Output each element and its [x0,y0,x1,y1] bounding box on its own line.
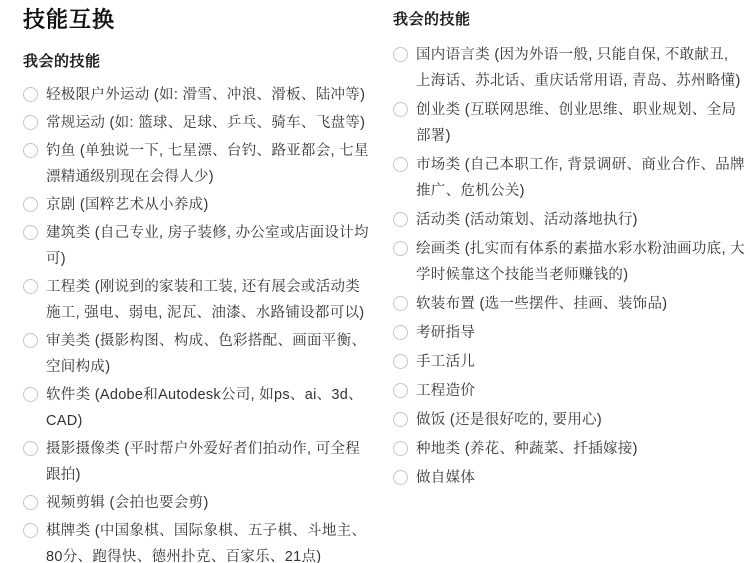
skill-item[interactable] [393,320,745,346]
left-skills-list [23,82,371,563]
skill-item[interactable] [23,110,371,136]
skill-item-label: 工程造价 [416,383,476,399]
skill-item[interactable] [393,97,745,149]
skill-item-label: 审美类 (摄影构图、构成、色彩搭配、画面平衡、空间构成) [46,333,367,375]
skill-item[interactable] [23,490,371,516]
skill-item-label: 软件类 (Adobe和Autodesk公司, 如ps、ai、3d、CAD) [46,387,363,429]
right-column [393,0,745,494]
skill-item[interactable] [393,436,745,462]
skill-item-label: 视频剪辑 (会拍也要会剪) [46,495,209,511]
radio-circle-icon[interactable] [393,102,408,117]
skill-item[interactable] [23,220,371,272]
radio-circle-icon[interactable] [23,523,38,538]
radio-circle-icon[interactable] [393,383,408,398]
skill-item-label: 建筑类 (自己专业, 房子装修, 办公室或店面设计均可) [46,225,369,267]
radio-circle-icon[interactable] [23,333,38,348]
skill-item-label: 棋牌类 (中国象棋、国际象棋、五子棋、斗地主、80分、跑得快、德州扑克、百家乐、21点) [46,523,367,563]
radio-circle-icon[interactable] [393,441,408,456]
skill-item[interactable] [393,465,745,491]
radio-circle-icon[interactable] [393,157,408,172]
skill-item-label: 软装布置 (选一些摆件、挂画、装饰品) [416,296,668,312]
skill-item-label: 钓鱼 (单独说一下, 七星漂、台钓、路亚都会, 七星漂精通级别现在会得人少) [46,143,369,185]
skill-item-label: 摄影摄像类 (平时帮户外爱好者们拍动作, 可全程跟拍) [46,441,361,483]
skill-item[interactable] [23,436,371,488]
radio-circle-icon[interactable] [393,241,408,256]
radio-circle-icon[interactable] [23,115,38,130]
skill-item-label: 京剧 (国粹艺术从小养成) [46,197,209,213]
skill-item-label: 做自媒体 [416,470,476,486]
radio-circle-icon[interactable] [393,354,408,369]
skill-item[interactable] [23,328,371,380]
skill-item[interactable] [393,378,745,404]
skill-item-label: 创业类 (互联网思维、创业思维、职业规划、全局部署) [416,102,737,144]
radio-circle-icon[interactable] [393,325,408,340]
skill-item-label: 活动类 (活动策划、活动落地执行) [416,212,638,228]
skill-item[interactable] [23,82,371,108]
skill-item-label: 手工活儿 [416,354,476,370]
radio-circle-icon[interactable] [23,225,38,240]
radio-circle-icon[interactable] [393,212,408,227]
skill-item[interactable] [393,236,745,288]
radio-circle-icon[interactable] [393,296,408,311]
skill-item[interactable] [393,152,745,204]
right-column-heading: 我会的技能 [393,11,471,28]
skill-item[interactable] [393,291,745,317]
skill-item-label: 绘画类 (扎实而有体系的素描水彩水粉油画功底, 大学时候靠这个技能当老师赚钱的) [416,241,745,283]
radio-circle-icon[interactable] [23,387,38,402]
skill-item-label: 市场类 (自己本职工作, 背景调研、商业合作、品牌推广、危机公关) [416,157,745,199]
skill-item-label: 考研指导 [416,325,476,341]
skill-item-label: 常规运动 (如: 篮球、足球、乒乓、骑车、飞盘等) [46,115,366,131]
radio-circle-icon[interactable] [23,441,38,456]
radio-circle-icon[interactable] [23,495,38,510]
skill-item-label: 工程类 (刚说到的家装和工装, 还有展会或活动类施工, 强电、弱电, 泥瓦、油漆、水路铺设都可以) [46,279,365,321]
skill-item[interactable] [23,274,371,326]
skill-item-label: 做饭 (还是很好吃的, 要用心) [416,412,603,428]
skill-item-label: 种地类 (养花、种蔬菜、扦插嫁接) [416,441,638,457]
radio-circle-icon[interactable] [23,279,38,294]
radio-circle-icon[interactable] [23,143,38,158]
skill-item[interactable] [393,349,745,375]
skill-item-label: 国内语言类 (因为外语一般, 只能自保, 不敢献丑, 上海话、苏北话、重庆话常用语, 青岛、苏州略懂) [416,47,741,89]
skill-item[interactable] [23,192,371,218]
radio-circle-icon[interactable] [393,412,408,427]
skill-item[interactable] [23,138,371,190]
skill-item-label: 轻极限户外运动 (如: 滑雪、冲浪、滑板、陆冲等) [46,87,366,103]
skill-item[interactable] [393,207,745,233]
skill-item[interactable] [393,42,745,94]
radio-circle-icon[interactable] [393,470,408,485]
page-title: 技能互换 [23,7,116,32]
left-column-heading: 我会的技能 [23,53,101,70]
radio-circle-icon[interactable] [393,47,408,62]
skill-item[interactable] [23,382,371,434]
skill-item[interactable] [393,407,745,433]
right-skills-list [393,42,745,491]
radio-circle-icon[interactable] [23,197,38,212]
left-column [23,0,371,563]
radio-circle-icon[interactable] [23,87,38,102]
skill-item[interactable] [23,518,371,563]
